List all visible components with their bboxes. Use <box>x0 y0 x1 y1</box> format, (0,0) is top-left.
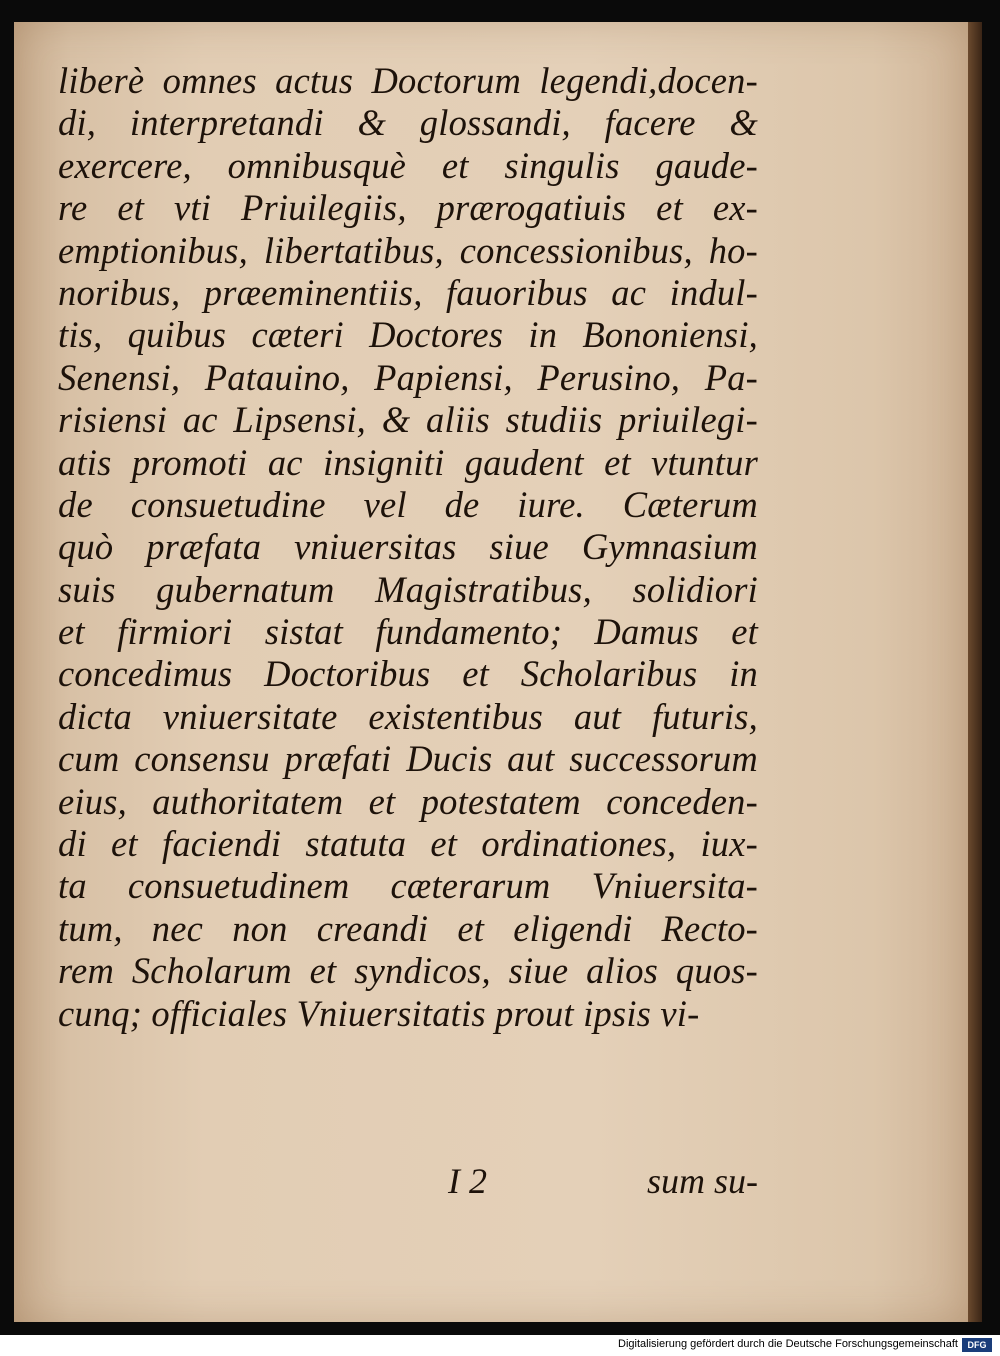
text-line: ta consuetudinem cæterarum Vniuersita- <box>58 865 758 907</box>
text-line: suis gubernatum Magistratibus, solidiori <box>58 568 758 610</box>
text-line: de consuetudine vel de iure. Cæterum <box>58 483 758 525</box>
signature-mark: I 2 <box>448 1161 487 1201</box>
page-footer-line <box>58 1160 758 1202</box>
text-line: atis promoti ac insigniti gaudent et vtuntur <box>58 441 758 483</box>
catchword: sum su- <box>646 1161 758 1201</box>
text-line: liberè omnes actus Doctorum legendi,docen- <box>58 60 758 101</box>
text-line: concedimus Doctoribus et Scholaribus in <box>58 653 758 695</box>
dfg-logo: DFG <box>962 1338 992 1352</box>
attribution-bar <box>0 1335 1000 1356</box>
text-line: tum, nec non creandi et eligendi Recto- <box>58 907 758 949</box>
text-line: emptionibus, libertatibus, concessionibus, ho- <box>58 229 758 271</box>
text-line: re et vti Priuilegiis, prærogatiuis et ex- <box>58 187 758 229</box>
body-text <box>58 60 758 1035</box>
text-line: noribus, præeminentiis, fauoribus ac indul- <box>58 271 758 313</box>
text-line: cunq; officiales Vniuersitatis prout ipsis vi- <box>58 992 700 1034</box>
text-line: tis, quibus cæteri Doctores in Bononiensi, <box>58 314 758 356</box>
text-line: quò præfata vniuersitas siue Gymnasium <box>58 526 758 568</box>
attribution-text: Digitalisierung gefördert durch die Deutsche Forschungsgemeinschaft <box>618 1338 958 1350</box>
text-line: rem Scholarum et syndicos, siue alios quos- <box>58 950 758 992</box>
text-line: eius, authoritatem et potestatem conceden- <box>58 780 758 822</box>
text-line: et firmiori sistat fundamento; Damus et <box>58 611 758 653</box>
text-line: dicta vniuersitate existentibus aut futuris, <box>58 695 758 737</box>
text-line: cum consensu præfati Ducis aut successorum <box>58 738 758 780</box>
text-line: exercere, omnibusquè et singulis gaude- <box>58 144 758 186</box>
text-line: di, interpretandi & glossandi, facere & <box>58 102 758 144</box>
text-line: di et faciendi statuta et ordinationes, iux- <box>58 823 758 865</box>
text-line: Senensi, Patauino, Papiensi, Perusino, Pa- <box>58 356 758 398</box>
page-edge <box>968 22 982 1322</box>
text-line: risiensi ac Lipsensi, & aliis studiis priuilegi- <box>58 399 758 441</box>
